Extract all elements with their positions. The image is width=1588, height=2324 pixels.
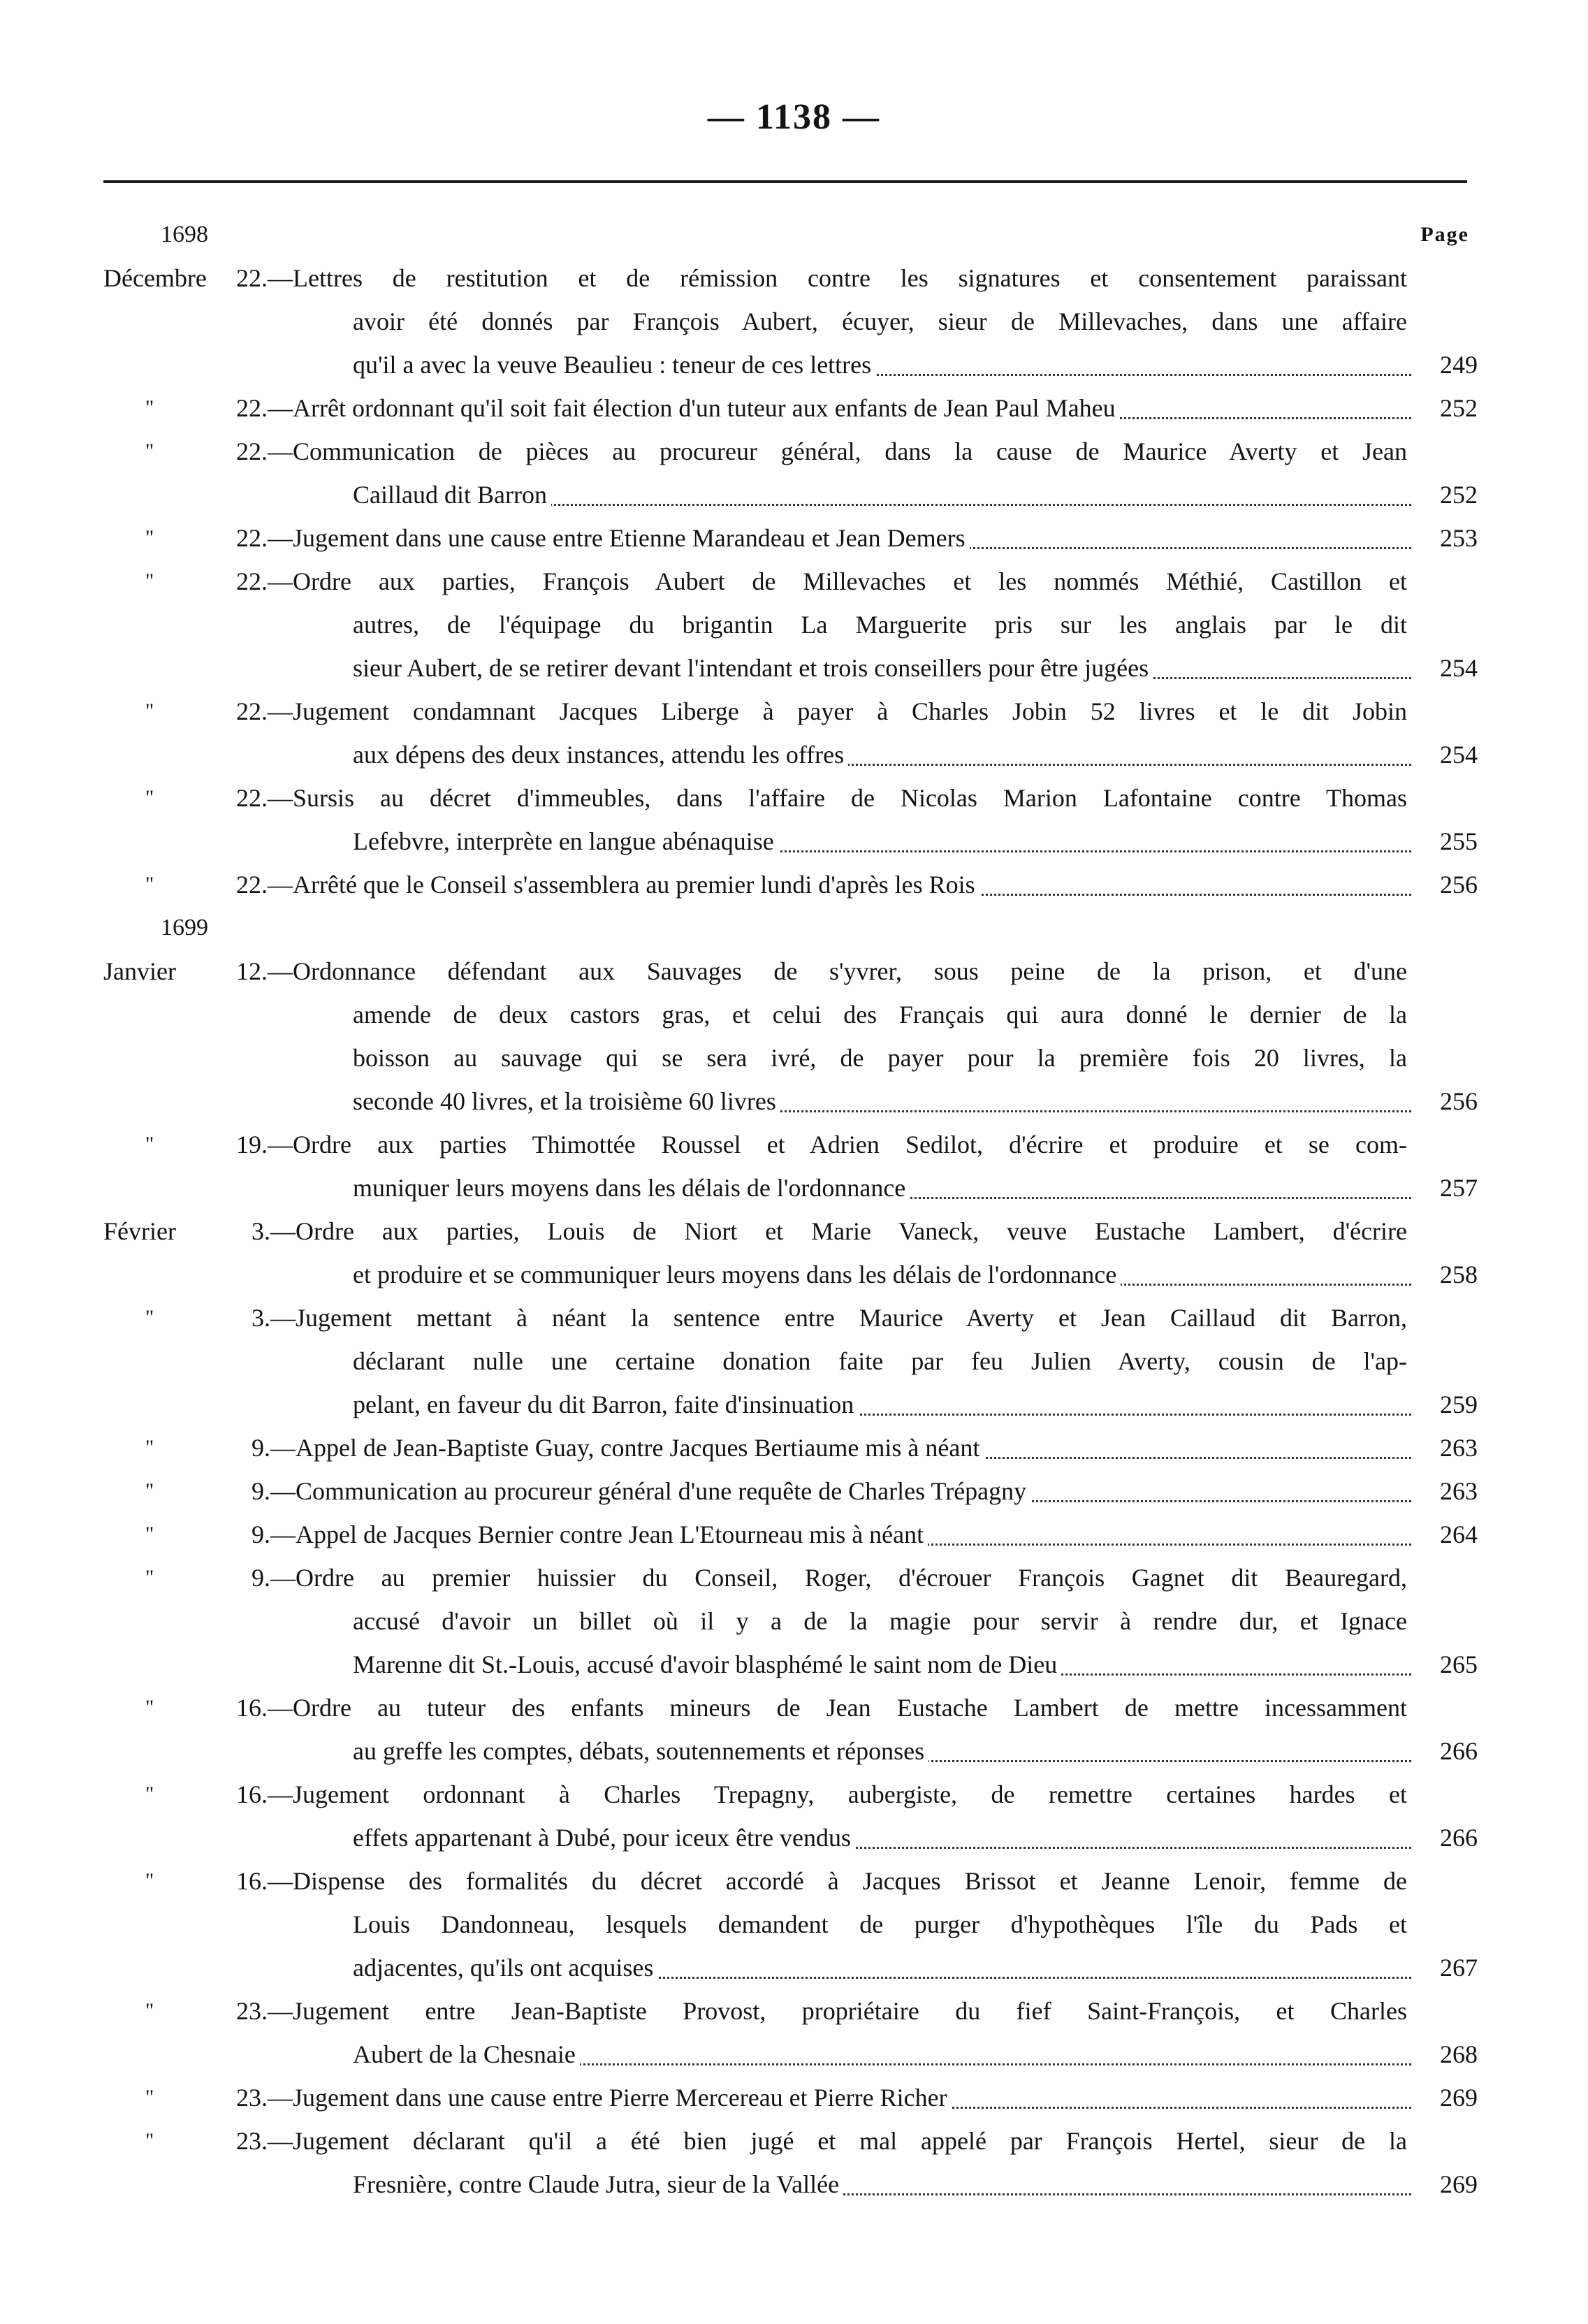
year-heading: 1699 xyxy=(161,915,208,941)
entry-page-ref: 269 xyxy=(1440,2084,1478,2112)
entry-line xyxy=(0,1989,1588,2033)
entry-text-content: 23.—Jugement dans une cause entre Pierre Mercereau et Pierre Richer xyxy=(236,2084,952,2112)
entry-day: 3 xyxy=(252,1304,264,1332)
entry-page-ref: 253 xyxy=(1440,524,1478,552)
entry-line-text: déclarant nulle une certaine donation faite par feu Julien Averty, cousin de l'ap- xyxy=(353,1347,1407,1375)
entry-line xyxy=(0,1903,1588,1946)
entry-day: 23 xyxy=(236,1997,261,2025)
entry-text-content xyxy=(353,1737,928,1765)
entry-text-content: 16.—Ordre au tuteur des enfants mineurs de Jean Eustache Lambert de mettre incessamment xyxy=(236,1694,1411,1722)
ditto-mark: " xyxy=(145,786,154,809)
entry-text xyxy=(353,603,1411,646)
entry-line xyxy=(0,2033,1588,2076)
entry-line xyxy=(0,1946,1588,1989)
ditto-mark: " xyxy=(145,1869,154,1892)
ditto-mark: " xyxy=(145,569,154,593)
entry-line-text: Jugement mettant à néant la sentence entre Maurice Averty et Jean Caillaud dit Barron, xyxy=(296,1304,1407,1332)
entry-line xyxy=(0,1686,1588,1729)
entry-day: 9 xyxy=(252,1564,264,1592)
entry-day: 3 xyxy=(252,1217,264,1245)
entry-line-text: Ordonnance défendant aux Sauvages de s'yvrer, sous peine de la prison, et d'une xyxy=(293,957,1407,985)
entry-line-text: Jugement condamnant Jacques Liberge à payer à Charles Jobin 52 livres et le dit Jobin xyxy=(293,697,1407,725)
entry-page-ref: 268 xyxy=(1440,2040,1478,2068)
entry-line-text: Jugement dans une cause entre Etienne Marandeau et Jean Demers xyxy=(293,524,966,552)
entry-text xyxy=(236,690,1411,733)
ditto-mark: " xyxy=(145,2086,154,2109)
year-row xyxy=(0,906,1588,950)
entry-text-content xyxy=(353,1347,1411,1375)
entry-line xyxy=(0,1296,1588,1339)
entry-text xyxy=(353,2163,1411,2206)
entry-line xyxy=(0,1556,1588,1599)
entry-text-content xyxy=(353,1650,1061,1678)
entry-line xyxy=(0,300,1588,343)
entry-text-content xyxy=(353,1174,910,1202)
entry-day: 22 xyxy=(236,524,261,552)
entry-day: 22 xyxy=(236,567,261,595)
ditto-mark: " xyxy=(145,1479,154,1502)
entry-line xyxy=(0,2076,1588,2119)
entry-text xyxy=(353,1599,1411,1643)
entry-line xyxy=(0,776,1588,820)
entry-line xyxy=(0,950,1588,993)
entry-text-content xyxy=(353,481,551,509)
header-rule xyxy=(103,180,1467,183)
entry-page-ref: 263 xyxy=(1440,1434,1478,1462)
ditto-mark: " xyxy=(145,1436,154,1459)
entry-text-content: 9.—Appel de Jean-Baptiste Guay, contre Jacques Bertiaume mis à néant xyxy=(252,1434,984,1462)
entry-text xyxy=(353,300,1411,343)
entry-line-text: Appel de Jean-Baptiste Guay, contre Jacques Bertiaume mis à néant xyxy=(296,1434,980,1462)
entry-text xyxy=(353,1643,1411,1686)
entry-text xyxy=(236,516,1411,560)
entry-text xyxy=(353,473,1411,516)
entry-day: 22 xyxy=(236,394,261,422)
entry-line-text: Marenne dit St.-Louis, accusé d'avoir blasphémé le saint nom de Dieu xyxy=(353,1650,1058,1678)
entry-text-content: 12.—Ordonnance défendant aux Sauvages de s'yvrer, sous peine de la prison, et d'une xyxy=(236,957,1411,985)
entry-text xyxy=(236,430,1411,473)
entry-text xyxy=(252,1426,1411,1469)
entry-line-text: Caillaud dit Barron xyxy=(353,481,547,509)
entry-text xyxy=(353,2033,1411,2076)
entry-text-content: 16.—Jugement ordonnant à Charles Trepagny, aubergiste, de remettre certaines hardes et xyxy=(236,1780,1411,1808)
entry-text-content xyxy=(353,1087,780,1115)
entry-text-content xyxy=(353,1607,1411,1635)
entry-line-text: Fresnière, contre Claude Jutra, sieur de la Vallée xyxy=(353,2170,840,2198)
entry-page-ref: 258 xyxy=(1440,1261,1478,1288)
entry-day: 16 xyxy=(236,1867,261,1895)
entry-text xyxy=(236,2076,1411,2119)
entry-line xyxy=(0,1123,1588,1166)
entry-line xyxy=(0,2163,1588,2206)
ditto-mark: " xyxy=(145,873,154,896)
entry-line-text: Communication au procureur général d'une requête de Charles Trépagny xyxy=(296,1477,1027,1505)
entry-line-text: Ordre au tuteur des enfants mineurs de Jean Eustache Lambert de mettre incessamment xyxy=(293,1694,1407,1722)
ditto-mark: " xyxy=(145,1566,154,1589)
page-column-header: Page xyxy=(1420,223,1469,246)
entry-page-ref: 252 xyxy=(1440,394,1478,422)
entry-line-text: avoir été donnés par François Aubert, écuyer, sieur de Millevaches, dans une affaire xyxy=(353,307,1407,335)
entry-line xyxy=(0,2119,1588,2163)
entry-text-content xyxy=(353,2170,843,2198)
entry-text xyxy=(353,1903,1411,1946)
entry-line xyxy=(0,1036,1588,1080)
entry-text-content: 22.—Jugement dans une cause entre Etienne Marandeau et Jean Demers xyxy=(236,524,970,552)
entry-text-content xyxy=(353,827,778,855)
entry-line-text: muniquer leurs moyens dans les délais de l'ordonnance xyxy=(353,1174,906,1202)
entry-line-text: Arrêt ordonnant qu'il soit fait élection d'un tuteur aux enfants de Jean Paul Maheu xyxy=(293,394,1116,422)
entry-line xyxy=(0,386,1588,430)
entry-day: 23 xyxy=(236,2084,261,2112)
entry-line-text: qu'il a avec la veuve Beaulieu : teneur de ces lettres xyxy=(353,351,872,379)
entry-text xyxy=(353,1036,1411,1080)
entry-page-ref: 255 xyxy=(1440,827,1478,855)
entry-text-content: 22.—Ordre aux parties, François Aubert de Millevaches et les nommés Méthié, Castillon et xyxy=(236,567,1411,595)
entry-line xyxy=(0,1729,1588,1773)
entry-day: 9 xyxy=(252,1520,264,1548)
entry-text-content: 22.—Sursis au décret d'immeubles, dans l'affaire de Nicolas Marion Lafontaine contre Thomas xyxy=(236,784,1411,812)
ditto-mark: " xyxy=(145,1523,154,1546)
entry-line-text: Appel de Jacques Bernier contre Jean L'Etourneau mis à néant xyxy=(296,1520,924,1548)
entry-text-content: 23.—Jugement entre Jean-Baptiste Provost, propriétaire du fief Saint-François, et Charles xyxy=(236,1997,1411,2025)
entry-text xyxy=(236,1989,1411,2033)
entry-page-ref: 256 xyxy=(1440,871,1478,899)
entry-text-content xyxy=(353,1261,1121,1288)
entry-text-content: 22.—Communication de pièces au procureur général, dans la cause de Maurice Averty et Jean xyxy=(236,437,1411,465)
entry-text-content xyxy=(353,1390,858,1418)
entry-month: Décembre xyxy=(103,264,207,292)
entry-text-content xyxy=(353,307,1411,335)
entry-text xyxy=(353,1253,1411,1296)
entry-text-content: 23.—Jugement déclarant qu'il a été bien jugé et mal appelé par François Hertel, sieur de la xyxy=(236,2127,1411,2155)
entry-text-content xyxy=(353,351,875,379)
entry-text-content: 9.—Communication au procureur général d'une requête de Charles Trépagny xyxy=(252,1477,1030,1505)
entry-text-content xyxy=(353,654,1153,682)
entry-text-content xyxy=(353,1824,855,1852)
entry-line xyxy=(0,1339,1588,1383)
entry-page-ref: 264 xyxy=(1440,1520,1478,1548)
entry-line-text: effets appartenant à Dubé, pour iceux être vendus xyxy=(353,1824,852,1852)
entry-page-ref: 252 xyxy=(1440,481,1478,509)
entry-text xyxy=(353,1339,1411,1383)
entry-day: 19 xyxy=(236,1131,261,1159)
entry-text-content xyxy=(353,741,848,769)
entry-page-ref: 266 xyxy=(1440,1824,1478,1852)
entry-text xyxy=(236,950,1411,993)
entry-month: Février xyxy=(103,1217,176,1245)
entry-line xyxy=(0,603,1588,646)
entry-text xyxy=(353,993,1411,1036)
ditto-mark: " xyxy=(145,396,154,419)
ditto-mark: " xyxy=(145,440,154,463)
entry-text xyxy=(353,646,1411,690)
entry-text xyxy=(236,1773,1411,1816)
entry-page-ref: 266 xyxy=(1440,1737,1478,1765)
entry-text xyxy=(353,1166,1411,1210)
entry-line xyxy=(0,1859,1588,1903)
entry-line-text: Jugement ordonnant à Charles Trepagny, aubergiste, de remettre certaines hardes et xyxy=(293,1780,1407,1808)
entry-text-content xyxy=(353,1910,1411,1938)
entry-day: 23 xyxy=(236,2127,261,2155)
entry-text xyxy=(353,1729,1411,1773)
entry-line-text: adjacentes, qu'ils ont acquises xyxy=(353,1954,654,1982)
entry-line xyxy=(0,516,1588,560)
entry-line-text: Ordre aux parties, Louis de Niort et Marie Vaneck, veuve Eustache Lambert, d'écrire xyxy=(296,1217,1407,1245)
entry-line xyxy=(0,1383,1588,1426)
entry-line-text: seconde 40 livres, et la troisième 60 livres xyxy=(353,1087,776,1115)
entry-page-ref: 269 xyxy=(1440,2170,1478,2198)
entry-line-text: et produire et se communiquer leurs moyens dans les délais de l'ordonnance xyxy=(353,1261,1117,1288)
entry-day: 22 xyxy=(236,437,261,465)
entry-line xyxy=(0,343,1588,386)
entry-text-content: 22.—Arrêt ordonnant qu'il soit fait élection d'un tuteur aux enfants de Jean Paul Maheu xyxy=(236,394,1120,422)
entry-line-text: Lettres de restitution et de rémission contre les signatures et consentement paraissant xyxy=(293,264,1407,292)
entry-text-content xyxy=(353,1954,657,1982)
entry-text-content xyxy=(353,1044,1411,1072)
entry-line xyxy=(0,1773,1588,1816)
entry-text xyxy=(353,1816,1411,1859)
entry-line xyxy=(0,993,1588,1036)
entry-line xyxy=(0,733,1588,776)
entry-text xyxy=(353,733,1411,776)
entry-text xyxy=(252,1513,1411,1556)
entry-line-text: Ordre aux parties Thimottée Roussel et Adrien Sedilot, d'écrire et produire et se com- xyxy=(293,1131,1407,1159)
entry-page-ref: 257 xyxy=(1440,1174,1478,1202)
entry-line xyxy=(0,863,1588,906)
entry-day: 9 xyxy=(252,1434,264,1462)
entry-line-text: aux dépens des deux instances, attendu les offres xyxy=(353,741,845,769)
entry-line xyxy=(0,1426,1588,1469)
entry-text xyxy=(236,256,1411,300)
entry-line xyxy=(0,1469,1588,1513)
entry-line-text: amende de deux castors gras, et celui des Français qui aura donné le dernier de la xyxy=(353,1001,1407,1029)
entry-line-text: boisson au sauvage qui se sera ivré, de payer pour la première fois 20 livres, la xyxy=(353,1044,1407,1072)
entry-text xyxy=(236,2119,1411,2163)
entry-text-content xyxy=(353,1001,1411,1029)
entry-page-ref: 256 xyxy=(1440,1087,1478,1115)
entry-text xyxy=(353,1946,1411,1989)
entry-line-text: Ordre au premier huissier du Conseil, Roger, d'écrouer François Gagnet dit Beauregard, xyxy=(296,1564,1407,1592)
entry-text-content: 9.—Appel de Jacques Bernier contre Jean L'Etourneau mis à néant xyxy=(252,1520,928,1548)
entry-text-content: 9.—Ordre au premier huissier du Conseil, Roger, d'écrouer François Gagnet dit Beauregard, xyxy=(252,1564,1411,1592)
entry-text xyxy=(353,820,1411,863)
entry-line-text: autres, de l'équipage du brigantin La Marguerite pris sur les anglais par le dit xyxy=(353,611,1407,639)
ditto-mark: " xyxy=(145,1999,154,2022)
ditto-mark: " xyxy=(145,1133,154,1156)
entry-line xyxy=(0,1166,1588,1210)
entry-text xyxy=(252,1469,1411,1513)
ditto-mark: " xyxy=(145,2129,154,2152)
entry-text xyxy=(236,560,1411,603)
entry-text xyxy=(236,1686,1411,1729)
year-heading: 1698 xyxy=(161,221,208,247)
entry-line-text: Arrêté que le Conseil s'assemblera au premier lundi d'après les Rois xyxy=(293,871,975,899)
entry-line-text: Jugement dans une cause entre Pierre Mercereau et Pierre Richer xyxy=(293,2084,947,2112)
page-number: — 1138 — xyxy=(707,97,881,137)
entry-day: 16 xyxy=(236,1694,261,1722)
entry-line xyxy=(0,1513,1588,1556)
entry-text-content xyxy=(353,2040,580,2068)
entry-line xyxy=(0,646,1588,690)
entry-page-ref: 259 xyxy=(1440,1390,1478,1418)
ditto-mark: " xyxy=(145,526,154,549)
entry-day: 16 xyxy=(236,1780,261,1808)
entry-day: 22 xyxy=(236,264,261,292)
entry-line xyxy=(0,1643,1588,1686)
entry-line-text: Dispense des formalités du décret accordé à Jacques Brissot et Jeanne Lenoir, femme de xyxy=(293,1867,1407,1895)
entry-text-content: 22.—Arrêté que le Conseil s'assemblera au premier lundi d'après les Rois xyxy=(236,871,979,899)
entry-month: Janvier xyxy=(103,957,176,985)
entry-line-text: Communication de pièces au procureur général, dans la cause de Maurice Averty et Jean xyxy=(293,437,1407,465)
entry-text xyxy=(353,343,1411,386)
entry-text xyxy=(353,1080,1411,1123)
entry-line-text: Lefebvre, interprète en langue abénaquise xyxy=(353,827,774,855)
entry-text xyxy=(252,1296,1411,1339)
entry-page-ref: 249 xyxy=(1440,351,1478,379)
entry-day: 9 xyxy=(252,1477,264,1505)
entry-text-content: 22.—Lettres de restitution et de rémission contre les signatures et consentement paraissant xyxy=(236,264,1411,292)
ditto-mark: " xyxy=(145,699,154,722)
entry-line-text: Louis Dandonneau, lesquels demandent de purger d'hypothèques l'île du Pads et xyxy=(353,1910,1407,1938)
entry-day: 22 xyxy=(236,697,261,725)
entry-text xyxy=(236,1123,1411,1166)
entry-line-text: Jugement déclarant qu'il a été bien jugé et mal appelé par François Hertel, sieur de la xyxy=(293,2127,1407,2155)
entry-text-content xyxy=(353,611,1411,639)
entry-line-text: sieur Aubert, de se retirer devant l'intendant et trois conseillers pour être jugées xyxy=(353,654,1149,682)
entry-line xyxy=(0,1599,1588,1643)
entry-text xyxy=(236,776,1411,820)
ditto-mark: " xyxy=(145,1782,154,1806)
entry-text xyxy=(252,1556,1411,1599)
entry-line xyxy=(0,820,1588,863)
entry-page-ref: 267 xyxy=(1440,1954,1478,1982)
entry-page-ref: 254 xyxy=(1440,654,1478,682)
entry-text-content: 22.—Jugement condamnant Jacques Liberge à payer à Charles Jobin 52 livres et le dit Jobin xyxy=(236,697,1411,725)
entry-text xyxy=(236,386,1411,430)
entry-line-text: Jugement entre Jean-Baptiste Provost, propriétaire du fief Saint-François, et Charles xyxy=(293,1997,1407,2025)
entry-line xyxy=(0,1253,1588,1296)
entry-line xyxy=(0,256,1588,300)
entry-page-ref: 265 xyxy=(1440,1650,1478,1678)
entry-page-ref: 254 xyxy=(1440,741,1478,769)
entry-text-content: 16.—Dispense des formalités du décret accordé à Jacques Brissot et Jeanne Lenoir, femme de xyxy=(236,1867,1411,1895)
entry-text xyxy=(353,1383,1411,1426)
ditto-mark: " xyxy=(145,1696,154,1719)
entry-line xyxy=(0,560,1588,603)
entry-page-ref: 263 xyxy=(1440,1477,1478,1505)
entry-line xyxy=(0,430,1588,473)
entry-line-text: accusé d'avoir un billet où il y a de la magie pour servir à rendre dur, et Ignace xyxy=(353,1607,1407,1635)
entry-line-text: Aubert de la Chesnaie xyxy=(353,2040,576,2068)
entry-text xyxy=(252,1210,1411,1253)
year-row xyxy=(0,213,1588,256)
entry-text-content: 3.—Jugement mettant à néant la sentence entre Maurice Averty et Jean Caillaud dit Barron, xyxy=(252,1304,1411,1332)
entry-line-text: Sursis au décret d'immeubles, dans l'affaire de Nicolas Marion Lafontaine contre Thomas xyxy=(293,784,1407,812)
entry-line xyxy=(0,690,1588,733)
entry-day: 12 xyxy=(236,957,261,985)
entry-day: 22 xyxy=(236,871,261,899)
entry-line xyxy=(0,473,1588,516)
entry-day: 22 xyxy=(236,784,261,812)
entry-line-text: pelant, en faveur du dit Barron, faite d'insinuation xyxy=(353,1390,854,1418)
entry-line xyxy=(0,1210,1588,1253)
entry-text-content: 19.—Ordre aux parties Thimottée Roussel et Adrien Sedilot, d'écrire et produire et se com- xyxy=(236,1131,1411,1159)
ditto-mark: " xyxy=(145,1306,154,1329)
entry-line xyxy=(0,1816,1588,1859)
entry-text-content: 3.—Ordre aux parties, Louis de Niort et Marie Vaneck, veuve Eustache Lambert, d'écrire xyxy=(252,1217,1411,1245)
entry-line-text: au greffe les comptes, débats, soutennements et réponses xyxy=(353,1737,925,1765)
entry-text xyxy=(236,1859,1411,1903)
entry-line-text: Ordre aux parties, François Aubert de Millevaches et les nommés Méthié, Castillon et xyxy=(293,567,1407,595)
entry-line xyxy=(0,1080,1588,1123)
entry-text xyxy=(236,863,1411,906)
